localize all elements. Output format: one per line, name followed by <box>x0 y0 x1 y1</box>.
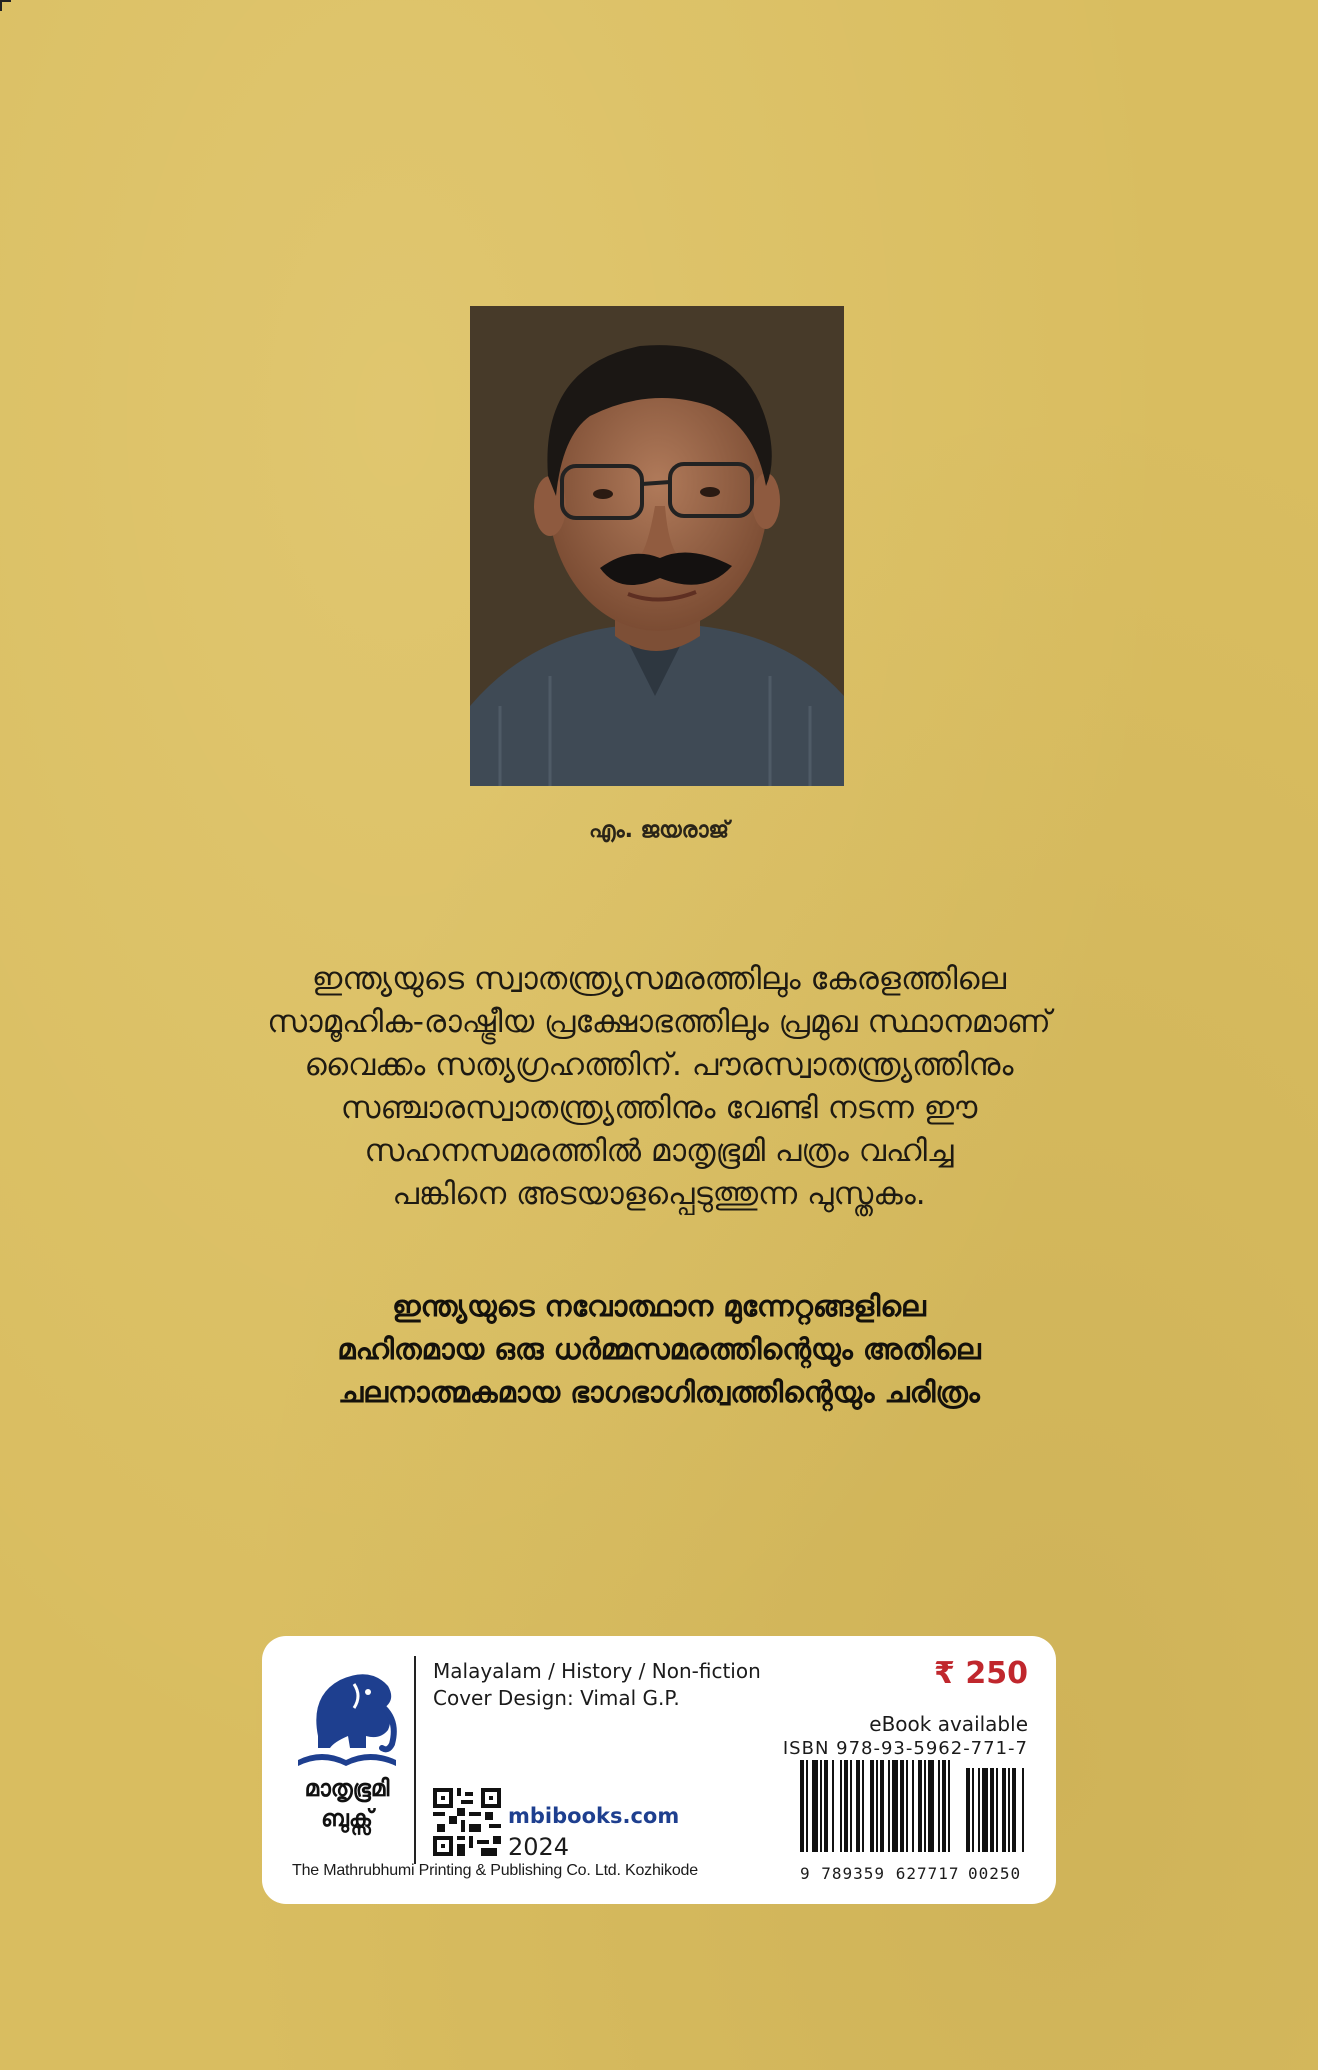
price-label: ₹ 250 <box>934 1656 1028 1691</box>
barcode-number: 9 789359 627717 <box>800 1864 960 1883</box>
publisher-website-link[interactable]: mbibooks.com <box>508 1804 680 1828</box>
blurb-text <box>200 958 1118 1216</box>
logo-text-line: മാതൃഭൂമി <box>304 1776 390 1802</box>
blurb-line: പങ്കിനെ അടയാളപ്പെടുത്തുന്ന പുസ്തകം. <box>392 1176 926 1212</box>
elephant-book-icon <box>288 1656 406 1774</box>
tagline-line: ഇന്ത്യയുടെ നവോത്ഥാന മുന്നേറ്റങ്ങളിലെ <box>392 1289 926 1323</box>
tagline-line: മഹിതമായ ഒരു ധർമ്മസമരത്തിന്റെയും അതിലെ <box>337 1332 981 1366</box>
qr-code-icon <box>433 1788 501 1856</box>
publisher-logo <box>288 1656 406 1856</box>
blurb-line: ഇന്ത്യയുടെ സ്വാതന്ത്ര്യസമരത്തിലും കേരളത്തിലെ <box>311 961 1007 997</box>
crop-mark <box>0 0 11 11</box>
barcode-addon-number: 00250 <box>968 1864 1022 1883</box>
publication-year: 2024 <box>508 1833 570 1861</box>
ebook-availability: eBook available <box>869 1712 1028 1736</box>
tagline-line: ചലനാത്മകമായ ഭാഗഭാഗിത്വത്തിന്റെയും ചരിത്രം <box>338 1375 980 1409</box>
blurb-line: സഹനസമരത്തിൽ മാതൃഭൂമി പത്രം വഹിച്ച <box>364 1133 954 1169</box>
blurb-line: സഞ്ചാരസ്വാതന്ത്ര്യത്തിനും വേണ്ടി നടന്ന ഈ <box>340 1090 978 1126</box>
printer-credit: The Mathrubhumi Printing & Publishing Co. Ltd. Kozhikode <box>292 1862 698 1879</box>
logo-text-line: ബുക്സ് <box>321 1806 373 1832</box>
tagline-text <box>200 1285 1118 1414</box>
cover-design-credit: Cover Design: Vimal G.P. <box>433 1686 680 1710</box>
isbn-number: ISBN 978-93-5962-771-7 <box>782 1738 1028 1759</box>
publisher-info-card <box>262 1636 1056 1904</box>
genre-label: Malayalam / History / Non-fiction <box>433 1659 761 1683</box>
vertical-divider <box>414 1656 416 1864</box>
blurb-line: സാമൂഹിക-രാഷ്ട്രീയ പ്രക്ഷോഭത്തിലും പ്രമുഖ സ്ഥാനമാണ് <box>267 1004 1051 1040</box>
barcode-icon <box>800 1760 1032 1852</box>
blurb-line: വൈക്കം സത്യഗ്രഹത്തിന്. പൗരസ്വാതന്ത്ര്യത്തിനും <box>304 1047 1014 1083</box>
publisher-logo-text <box>288 1774 406 1834</box>
author-name: എം. ജയരാജ് <box>588 818 730 843</box>
author-photo <box>470 306 844 786</box>
